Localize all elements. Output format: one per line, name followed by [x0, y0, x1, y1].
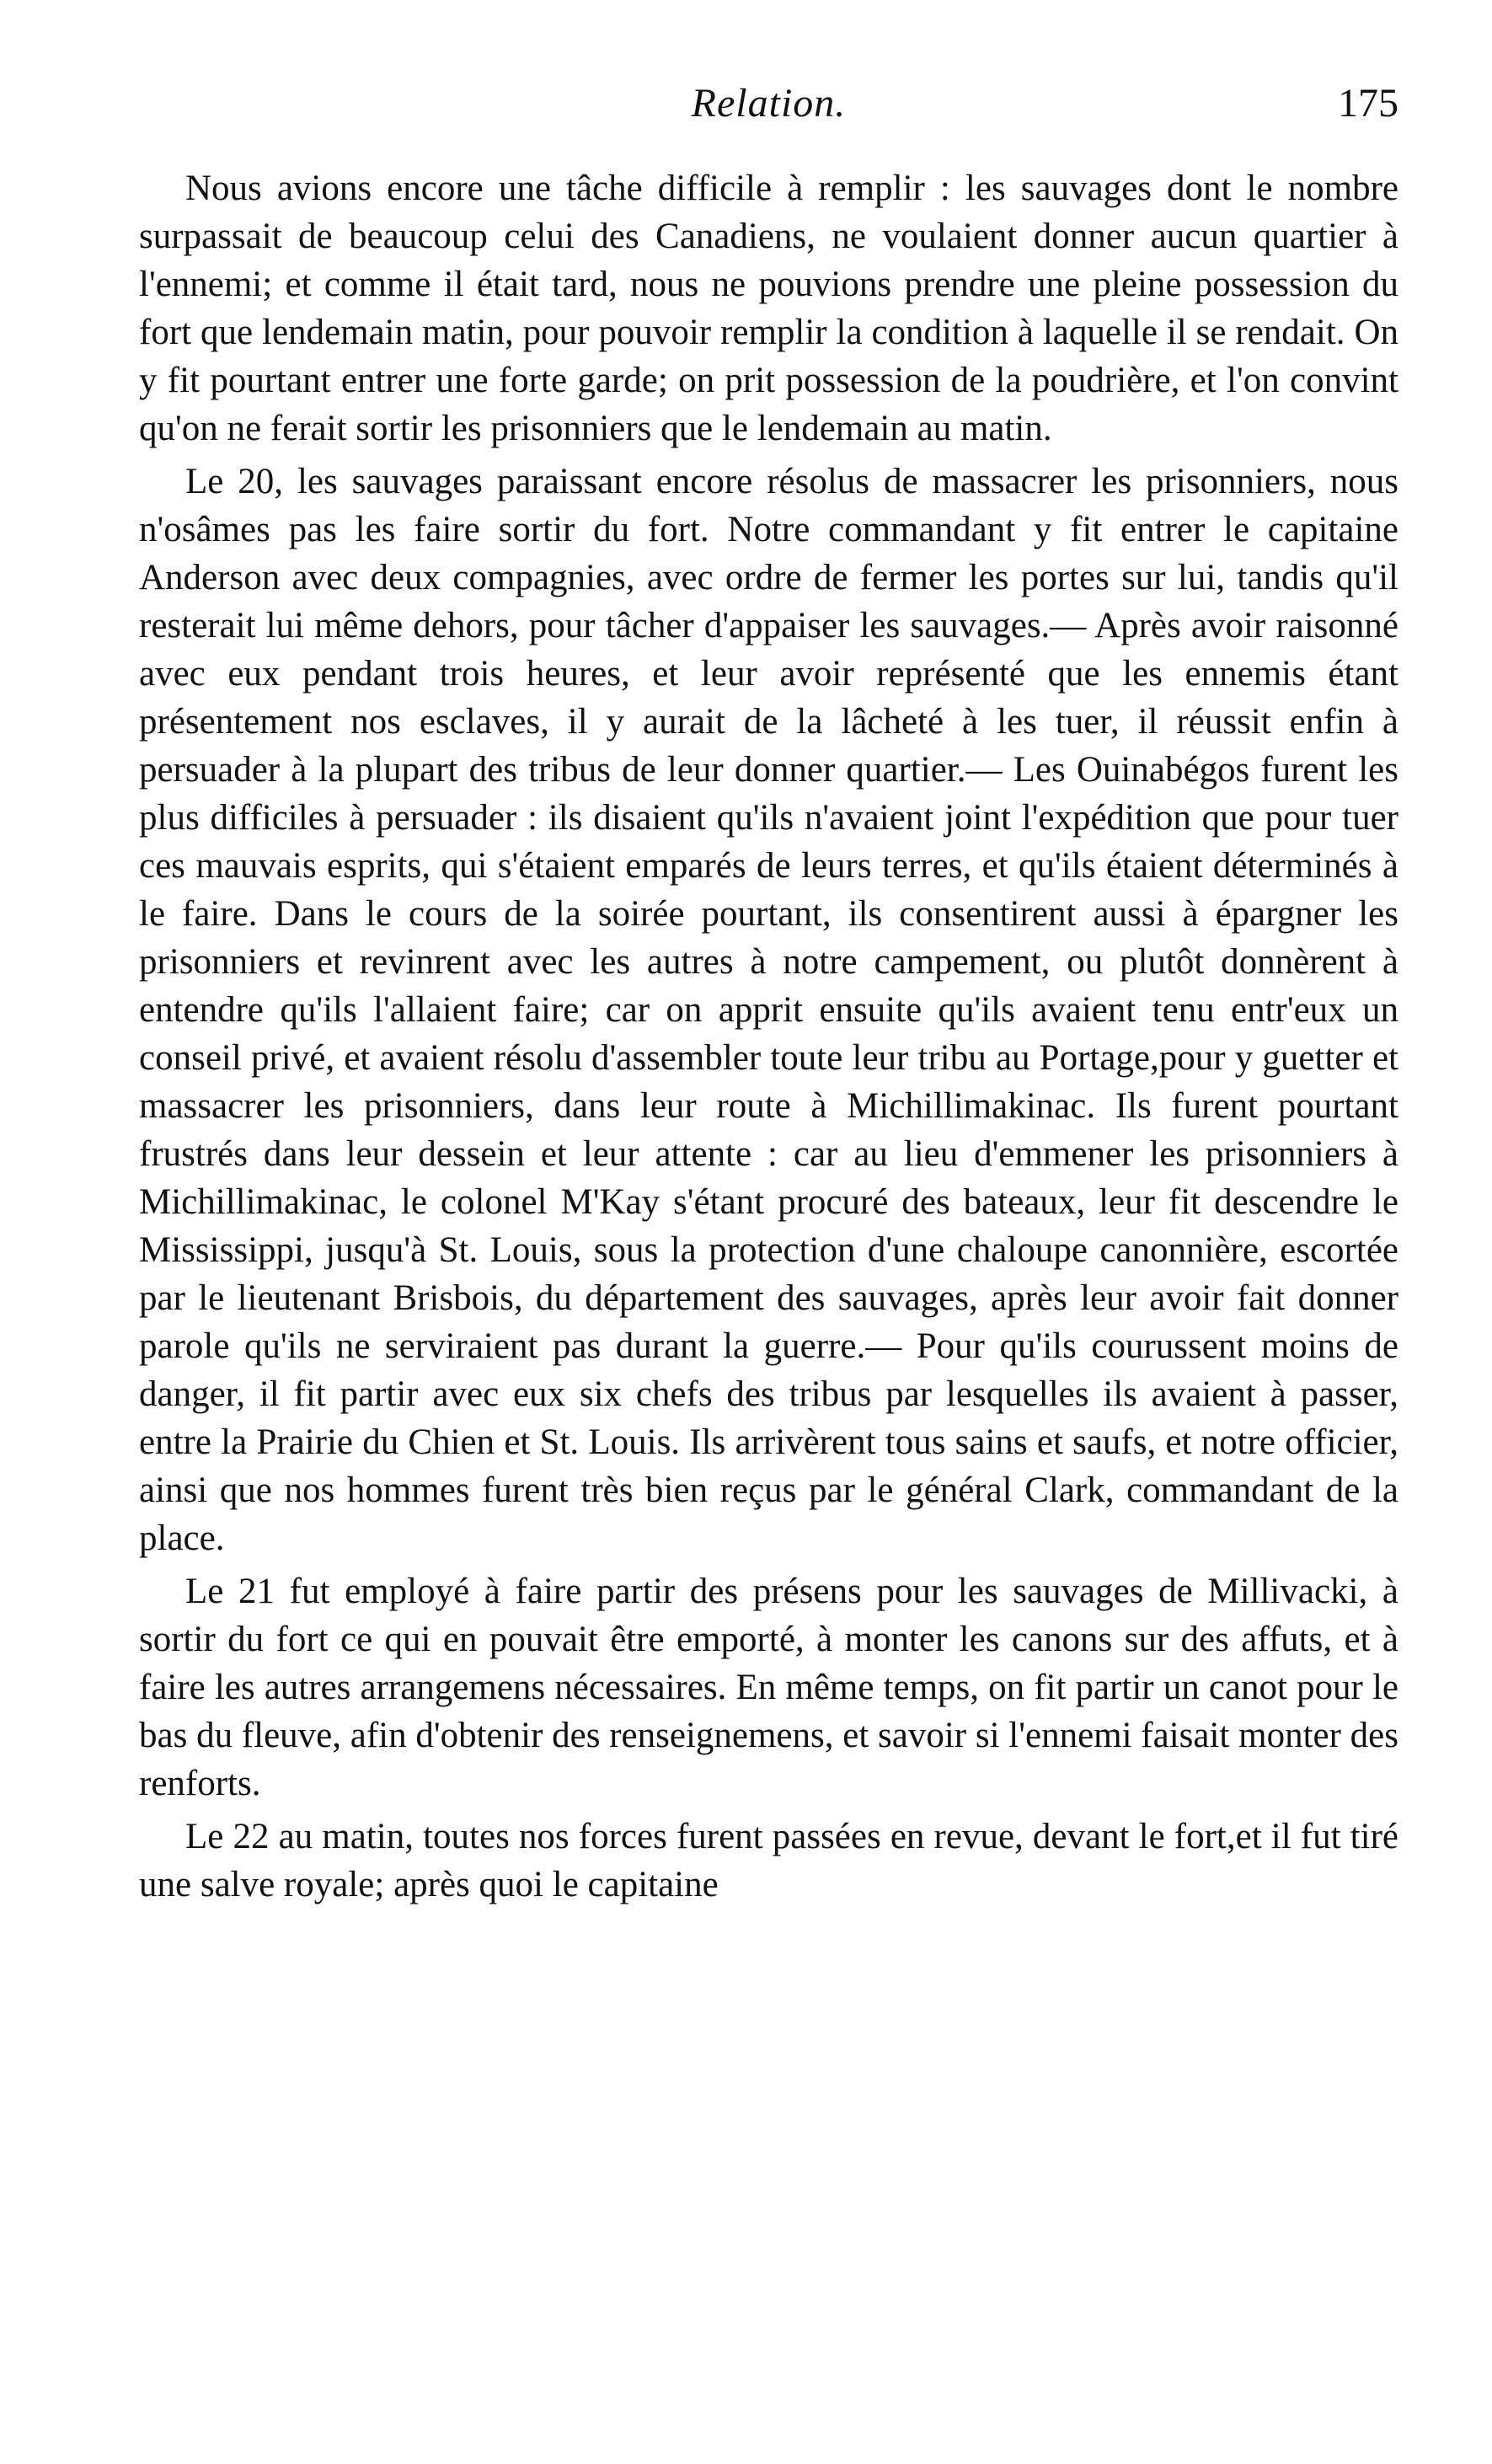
body-text	[139, 164, 1398, 1909]
paragraph-2: Le 20, les sauvages paraissant encore résolus de massacrer les prisonniers, nous n'osâmes pas les faire sortir du fort. Notre commandant y fit entrer le capitaine Anderson avec deux compagnies, avec ordre de fermer les portes sur lui, tandis qu'il resterait lui même dehors, pour tâcher d'appaiser les sauvages.— Après avoir raisonné avec eux pendant trois heures, et leur avoir représenté que les ennemis étant présentement nos esclaves, il y aurait de la lâcheté à les tuer, il réussit enfin à persuader à la plupart des tribus de leur donner quartier.— Les Ouinabégos furent les plus difficiles à persuader : ils disaient qu'ils n'avaient joint l'expédition que pour tuer ces mauvais esprits, qui s'étaient emparés de leurs terres, et qu'ils étaient déterminés à le faire. Dans le cours de la soirée pourtant, ils consentirent aussi à épargner les prisonniers et revinrent avec les autres à notre campement, ou plutôt donnèrent à entendre qu'ils l'allaient faire; car on apprit ensuite qu'ils avaient tenu entr'eux un conseil privé, et avaient résolu d'assembler toute leur tribu au Portage,pour y guetter et massacrer les prisonniers, dans leur route à Michillimakinac. Ils furent pourtant frustrés dans leur dessein et leur attente : car au lieu d'emmener les prisonniers à Michillimakinac, le colonel M'Kay s'étant procuré des bateaux, leur fit descendre le Mississippi, jusqu'à St. Louis, sous la protection d'une chaloupe canonnière, escortée par le lieutenant Brisbois, du département des sauvages, après leur avoir fait donner parole qu'ils ne serviraient pas durant la guerre.— Pour qu'ils courussent moins de danger, il fit partir avec eux six chefs des tribus par lesquelles ils avaient à passer, entre la Prairie du Chien et St. Louis. Ils arrivèrent tous sains et saufs, et notre officier, ainsi que nos hommes furent très bien reçus par le général Clark, commandant de la place.	[139, 462, 1398, 1558]
paragraph-1: Nous avions encore une tâche difficile à remplir : les sauvages dont le nombre surpassait de beaucoup celui des Canadiens, ne voulaient donner aucun quartier à l'ennemi; et comme il était tard, nous ne pouvions prendre une pleine possession du fort que lendemain matin, pour pouvoir remplir la condition à laquelle il se rendait. On y fit pourtant entrer une forte garde; on prit possession de la poudrière, et l'on convint qu'on ne ferait sortir les prisonniers que le lendemain au matin.	[139, 169, 1398, 448]
running-title: Relation.	[691, 81, 847, 126]
running-head	[139, 74, 1398, 133]
paragraph-4: Le 22 au matin, toutes nos forces furent passées en revue, devant le fort,et il fut tiré une salve royale; après quoi le capitaine	[139, 1817, 1398, 1904]
paragraph-3: Le 21 fut employé à faire partir des présens pour les sauvages de Millivacki, à sortir du fort ce qui en pouvait être emporté, à monter les canons sur des affuts, et à faire les autres arrangemens nécessaires. En même temps, on fit partir un canot pour le bas du fleuve, afin d'obtenir des renseignemens, et savoir si l'ennemi faisait monter des renforts.	[139, 1572, 1398, 1803]
page-number: 175	[1338, 81, 1398, 126]
